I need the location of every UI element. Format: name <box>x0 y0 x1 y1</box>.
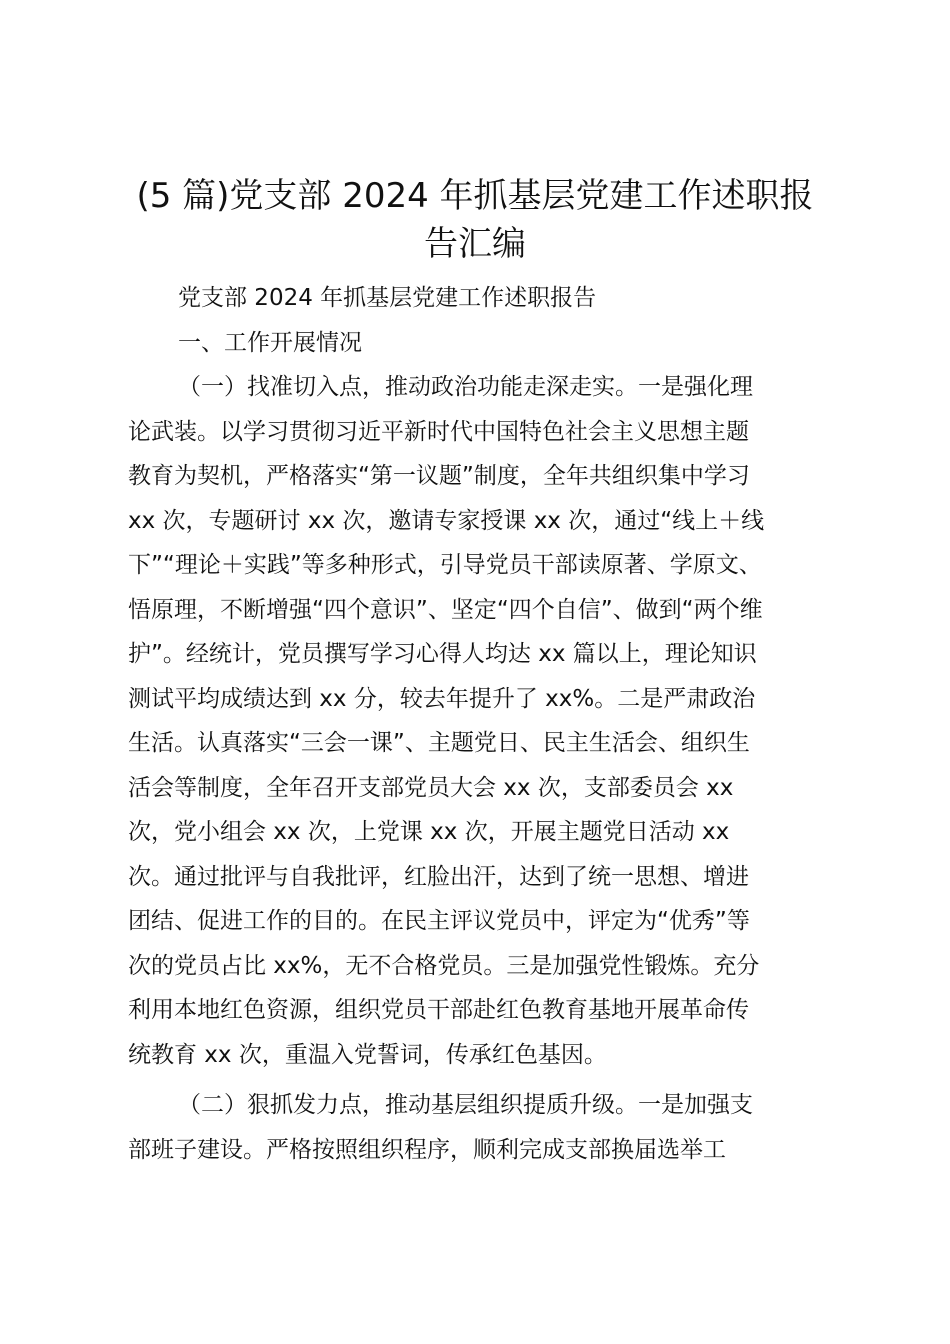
section-heading: 一、工作开展情况 <box>178 329 362 356</box>
paragraph-line: （二）狠抓发力点，推动基层组织提质升级。一是加强支 <box>178 1092 753 1118</box>
paragraph-line: 次的党员占比 xx%，无不合格党员。三是加强党性锻炼。充分 <box>128 952 760 979</box>
paragraph-2 <box>128 1083 822 1172</box>
paragraph-line: 下”“理论＋实践”等多种形式，引导党员干部读原著、学原文、 <box>128 552 762 578</box>
paragraph-line: 次，党小组会 xx 次，上党课 xx 次，开展主题党日活动 xx <box>128 819 730 845</box>
paragraph-line: 活会等制度，全年召开支部党员大会 xx 次，支部委员会 xx <box>128 774 734 801</box>
title-line-1: (5 篇)党支部 2024 年抓基层党建工作述职报 <box>136 176 814 216</box>
paragraph-line: 部班子建设。严格按照组织程序，顺利完成支部换届选举工 <box>128 1136 726 1163</box>
document-title <box>100 172 850 268</box>
paragraph-line: 统教育 xx 次，重温入党誓词，传承红色基因。 <box>128 1041 607 1068</box>
paragraph-line: 生活。认真落实“三会一课”、主题党日、民主生活会、组织生 <box>128 730 750 756</box>
report-subtitle: 党支部 2024 年抓基层党建工作述职报告 <box>178 285 597 311</box>
paragraph-line: 论武装。以学习贯彻习近平新时代中国特色社会主义思想主题 <box>128 418 749 445</box>
title-line-2: 告汇编 <box>424 224 526 264</box>
paragraph-line: 测试平均成绩达到 xx 分，较去年提升了 xx%。二是严肃政治 <box>128 685 756 712</box>
paragraph-line: 教育为契机，严格落实“第一议题”制度，全年共组织集中学习 <box>128 463 750 489</box>
paragraph-line: 悟原理，不断增强“四个意识”、坚定“四个自信”、做到“两个维 <box>128 596 763 623</box>
document-body <box>128 276 822 1172</box>
paragraph-line: 护”。经统计，党员撰写学习心得人均达 xx 篇以上，理论知识 <box>128 641 757 667</box>
paragraph-line: xx 次，专题研讨 xx 次，邀请专家授课 xx 次，通过“线上＋线 <box>128 507 765 534</box>
paragraph-line: 利用本地红色资源，组织党员干部赴红色教育基地开展革命传 <box>128 997 749 1023</box>
paragraph-line: 团结、促进工作的目的。在民主评议党员中，评定为“优秀”等 <box>128 908 750 934</box>
paragraph-1 <box>128 365 822 1077</box>
paragraph-line: （一）找准切入点，推动政治功能走深走实。一是强化理 <box>178 374 753 400</box>
paragraph-line: 次。通过批评与自我批评，红脸出汗，达到了统一思想、增进 <box>128 863 749 890</box>
